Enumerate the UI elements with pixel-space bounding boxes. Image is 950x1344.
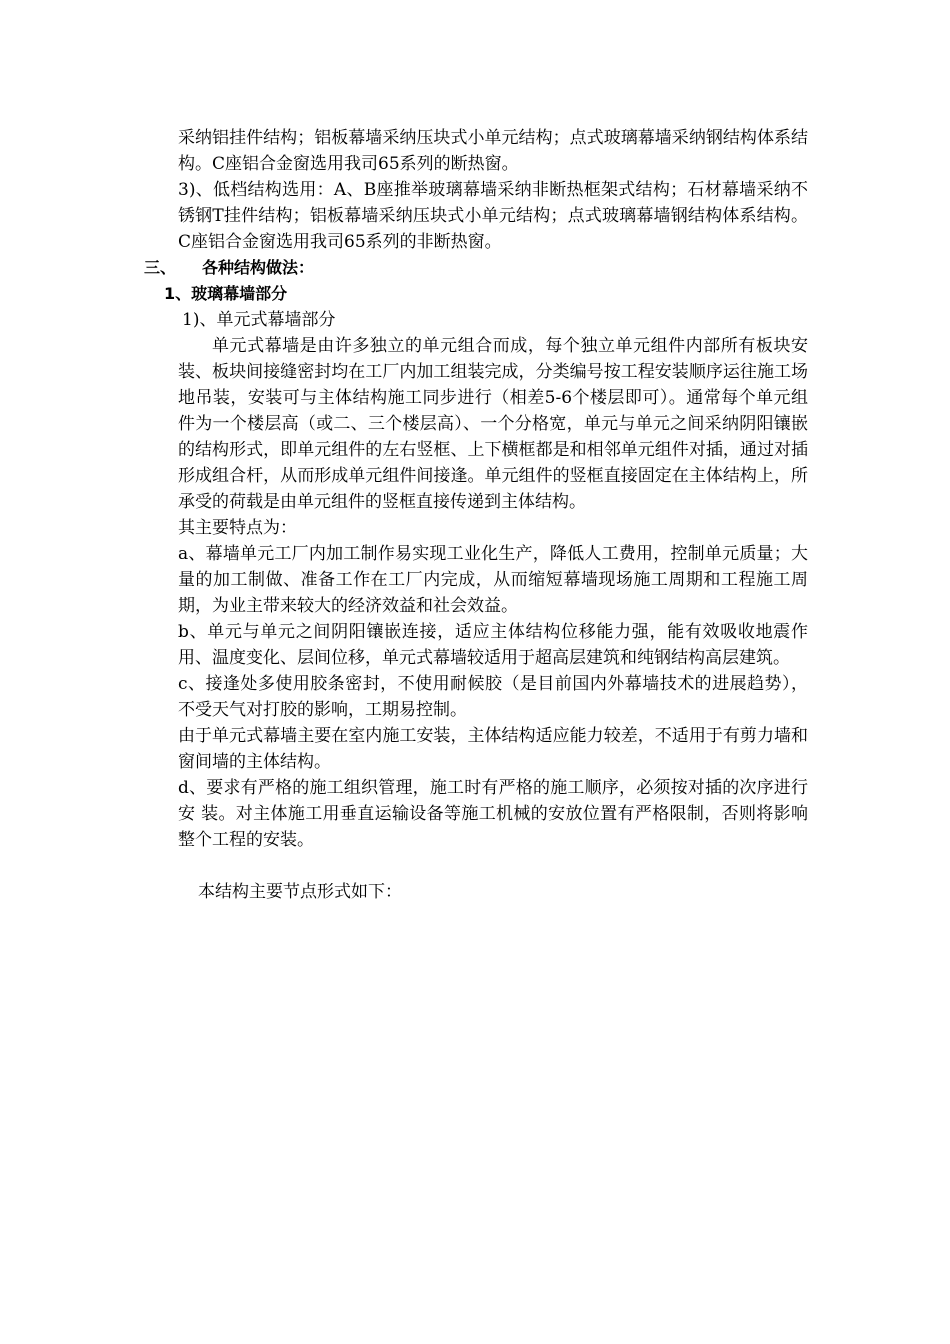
nodes-title: 本结构主要节点形式如下：: [198, 882, 402, 902]
section-1-heading: 1、玻璃幕墙部分: [164, 284, 288, 303]
section-3-heading: [144, 255, 774, 281]
section-3-number: 三、: [144, 258, 177, 277]
feature-item-d: d、要求有严格的施工组织管理，施工时有严格的施工顺序，必须按对插的次序进行安 装。对主体施工用垂直运输设备等施工机械的安放位置有严格限制，否则将影响整个工程的安装。: [178, 778, 808, 850]
intro-paragraph: 单元式幕墙是由许多独立的单元组合而成，每个独立单元组件内部所有板块安装、板块间接缝密封均在工厂内加工组装完成，分类编号按工程安装顺序运往施工场地吊装，安装可与主体结构施工同步进行（相差5-6个楼层即可）。通常每个单元组件为一个楼层高（或二、三个楼层高）、一个分格宽，单元与单元之间采纳阴阳镶嵌的结构形式，即单元组件的左右竖框、上下横框都是和相邻单元组件对插，通过对插形成组合杆，从而形成单元组件间接逢。单元组件的竖框直接固定在主体结构上，所承受的荷载是由单元组件的竖框直接传递到主体结构。: [178, 336, 808, 512]
feature-item-a: a、幕墙单元工厂内加工制作易实现工业化生产，降低人工费用，控制单元质量；大量的加工制做、准备工作在工厂内完成，从而缩短幕墙现场施工周期和工程施工周期，为业主带来较大的经济效益和社会效益。: [178, 544, 808, 616]
feature-item-b: b、单元与单元之间阴阳镶嵌连接，适应主体结构位移能力强，能有效吸收地震作用、温度变化、层间位移，单元式幕墙较适用于超高层建筑和纯钢结构高层建筑。: [178, 622, 808, 668]
feature-item-c: c、接逢处多使用胶条密封，不使用耐候胶（是目前国内外幕墙技术的进展趋势），不受天气对打胶的影响，工期易控制。: [178, 674, 808, 720]
subsection-1-heading: 1)、单元式幕墙部分: [182, 310, 336, 330]
paragraph-3-low-grade: 3)、低档结构选用：A、B座推举玻璃幕墙采纳非断热框架式结构；石材幕墙采纳不锈钢T挂件结构；铝板幕墙采纳压块式小单元结构；点式玻璃幕墙钢结构体系结构。C座铝合金窗选用我司65系列的非断热窗。: [178, 180, 808, 252]
note-paragraph: 由于单元式幕墙主要在室内施工安装，主体结构适应能力较差，不适用于有剪力墙和窗间墙的主体结构。: [178, 726, 808, 772]
section-3-title: 各种结构做法：: [202, 258, 315, 277]
blank-line: [178, 853, 808, 879]
features-title: 其主要特点为：: [178, 518, 297, 538]
paragraph-a-continued: 采纳铝挂件结构；铝板幕墙采纳压块式小单元结构；点式玻璃幕墙采纳钢结构体系结构。C座铝合金窗选用我司65系列的断热窗。: [178, 128, 808, 174]
document-body: [144, 125, 808, 905]
